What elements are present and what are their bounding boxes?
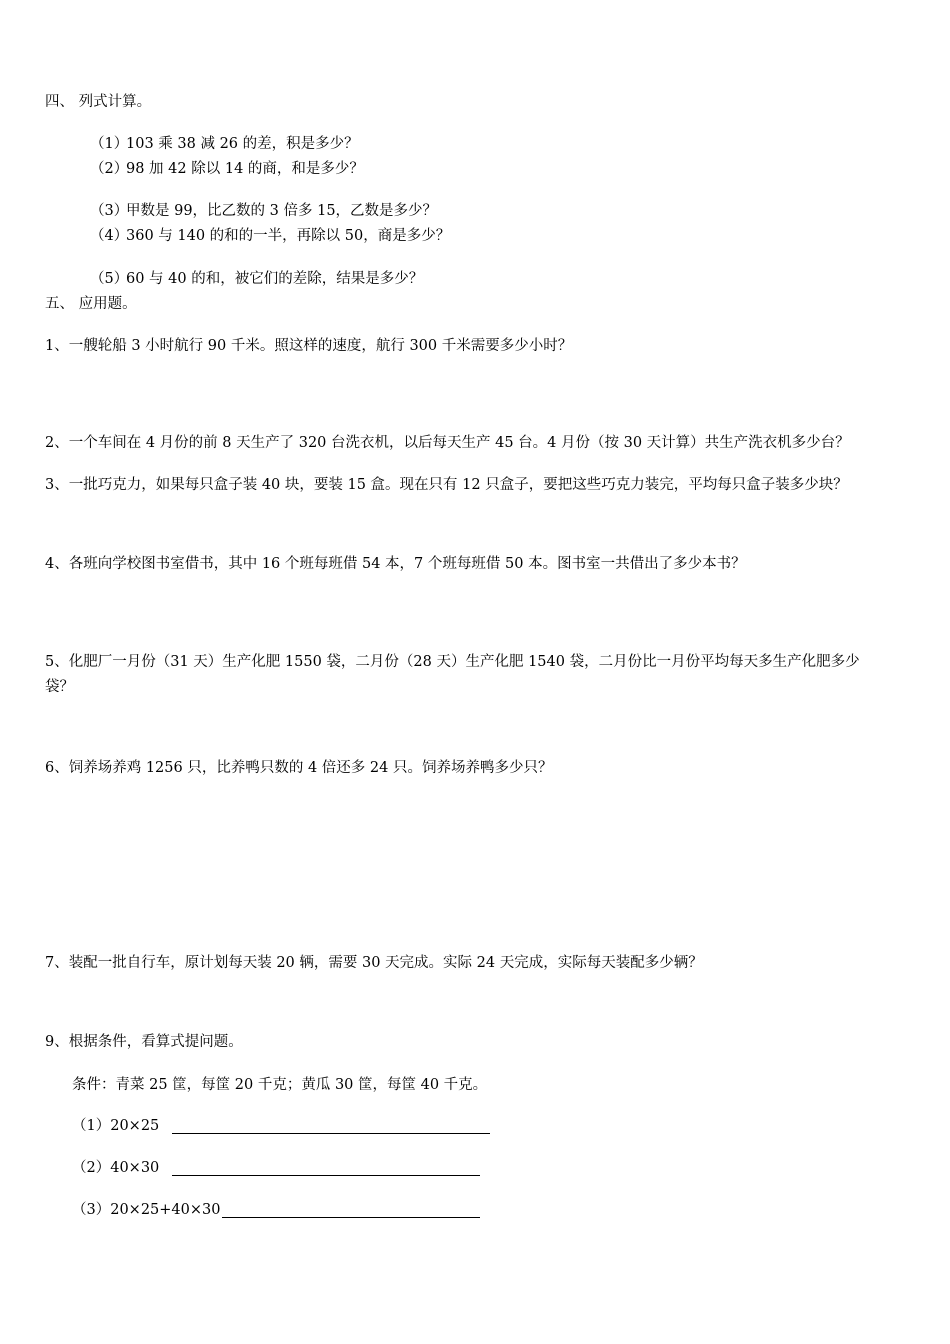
calc-item-number: （2） [90,161,129,177]
answer-blank-2[interactable] [172,1175,480,1176]
calc-item-text: 98 加 42 除以 14 的商，和是多少？ [126,161,364,177]
calc-item-text: 103 乘 38 减 26 的差，积是多少？ [126,136,359,152]
calc-item-text: 60 与 40 的和，被它们的差除，结果是多少？ [126,271,424,287]
problem-4: 4、各班向学校图书室借书，其中 16 个班每班借 54 本，7 个班每班借 50 本。图书室一共借出了多少本书？ [45,556,746,572]
problem-6: 6、饲养场养鸡 1256 只，比养鸭只数的 4 倍还多 24 只。饲养场养鸭多少只？ [45,760,553,776]
problem-1: 1、一艘轮船 3 小时航行 90 千米。照这样的速度，航行 300 千米需要多少小时？ [45,338,573,354]
calc-item-5 [90,269,423,289]
calc-item-text: 甲数是 99，比乙数的 3 倍多 15，乙数是多少？ [126,203,438,219]
question-2-label: （2）40×30 [72,1160,160,1176]
problem-9-condition: 条件：青菜 25 筐，每筐 20 千克；黄瓜 30 筐，每筐 40 千克。 [72,1077,488,1093]
problem-2: 2、一个车间在 4 月份的前 8 天生产了 320 台洗衣机，以后每天生产 45 台。4 月份（按 30 天计算）共生产洗衣机多少台？ [45,435,850,451]
calc-item-number: （4） [90,228,129,244]
problem-5-continued: 袋？ [45,679,74,695]
calc-item-2 [90,159,364,179]
calc-item-number: （3） [90,203,129,219]
section-5-heading: 五、 应用题。 [45,296,137,312]
calc-item-3 [90,201,437,221]
question-1-label: （1）20×25 [72,1118,160,1134]
question-3-label: （3）20×25+40×30 [72,1202,221,1218]
calc-item-number: （5） [90,271,129,287]
calc-item-4 [90,226,450,246]
calc-item-number: （1） [90,136,129,152]
calc-item-1 [90,134,359,154]
problem-9-title: 9、根据条件，看算式提问题。 [45,1034,243,1050]
answer-blank-1[interactable] [172,1133,490,1134]
problem-5: 5、化肥厂一月份（31 天）生产化肥 1550 袋，二月份（28 天）生产化肥 1540 袋，二月份比一月份平均每天多生产化肥多少 [45,654,860,670]
problem-7: 7、装配一批自行车，原计划每天装 20 辆，需要 30 天完成。实际 24 天完成，实际每天装配多少辆？ [45,955,703,971]
calc-item-text: 360 与 140 的和的一半，再除以 50，商是多少？ [126,228,451,244]
section-4-heading: 四、 列式计算。 [45,94,152,110]
answer-blank-3[interactable] [222,1217,480,1218]
problem-3: 3、一批巧克力，如果每只盒子装 40 块，要装 15 盒。现在只有 12 只盒子，要把这些巧克力装完，平均每只盒子装多少块？ [45,477,848,493]
